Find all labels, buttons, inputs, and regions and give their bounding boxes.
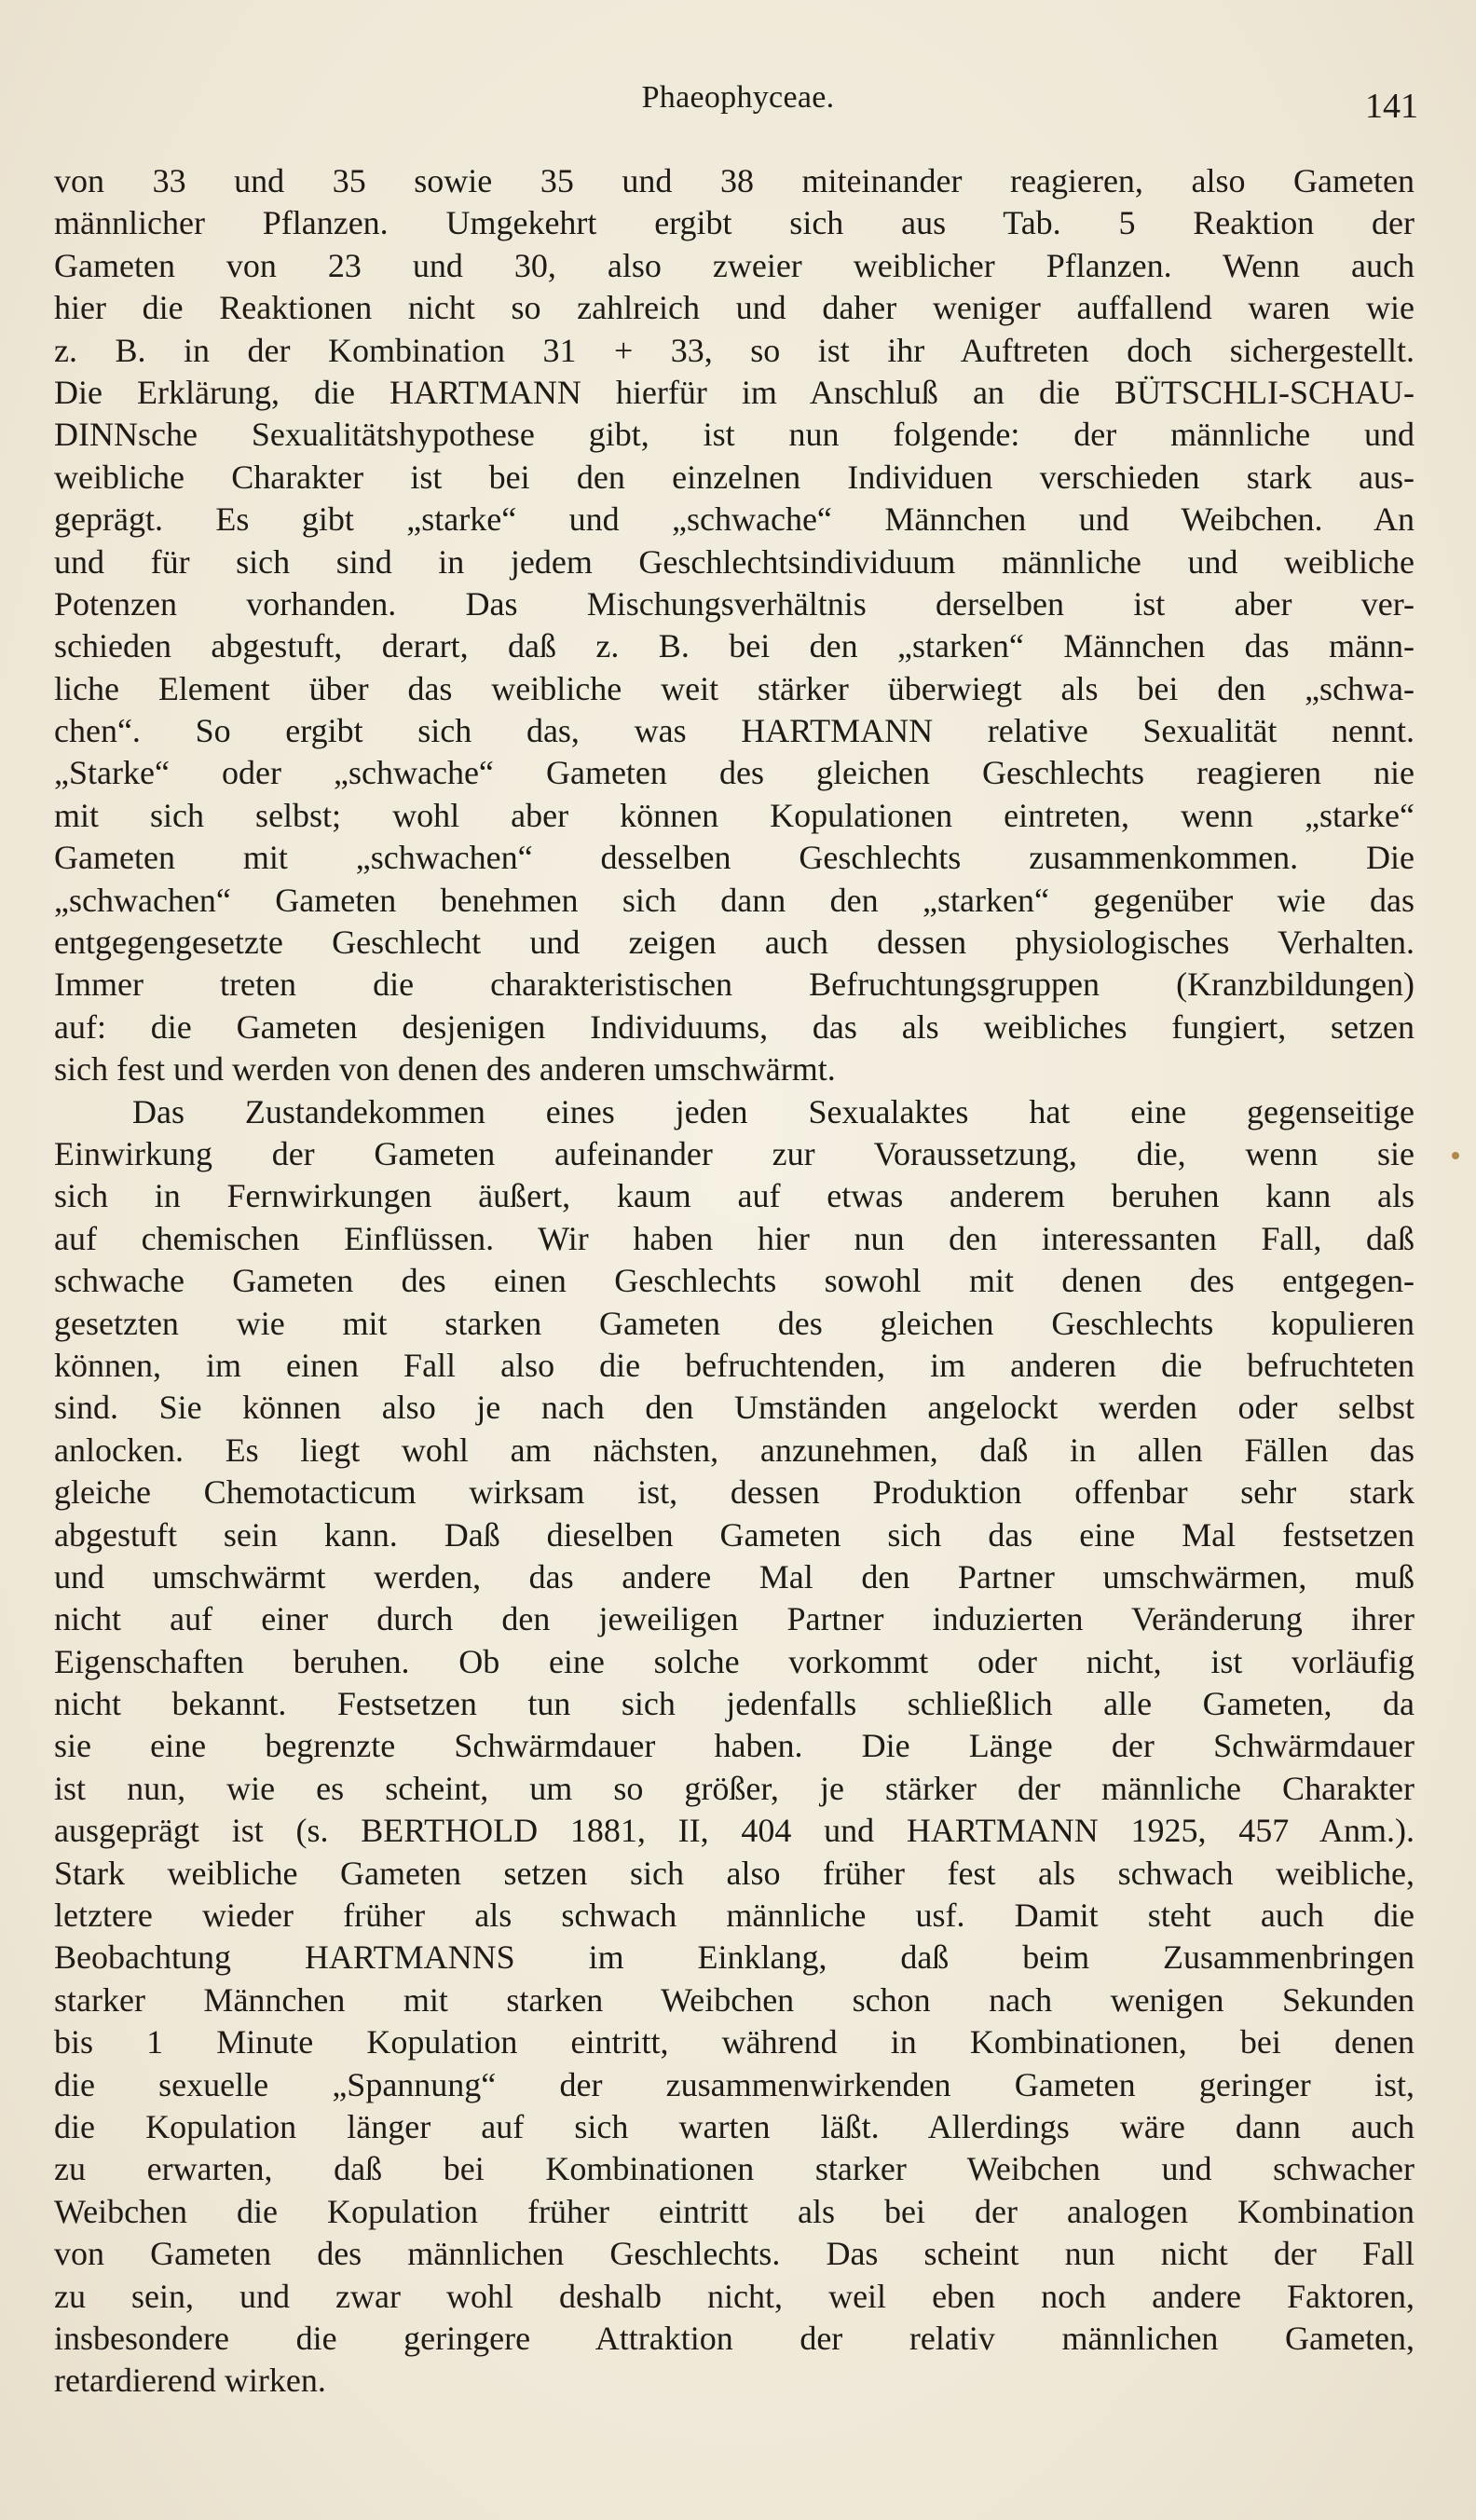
text-line: Einwirkung der Gameten aufeinander zur Voraussetzung, die, wenn sie <box>54 1134 1414 1172</box>
text-line: hier die Reaktionen nicht so zahlreich und daher weniger auffallend waren wie <box>54 289 1414 327</box>
text-line: schwache Gameten des einen Geschlechts sowohl mit denen des entgegen- <box>54 1262 1414 1300</box>
text-line: bis 1 Minute Kopulation eintritt, während in Kombinationen, bei denen <box>54 2023 1414 2061</box>
text-line: insbesondere die geringere Attraktion der relativ männlichen Gameten, <box>54 2319 1414 2357</box>
paragraph-end-line: sich fest und werden von denen des anderen umschwärmt. <box>54 1050 836 1089</box>
text-line: weibliche Charakter ist bei den einzelnen Individuen verschieden stark aus- <box>54 458 1414 496</box>
text-line: nicht bekannt. Festsetzen tun sich jedenfalls schließlich alle Gameten, da <box>54 1685 1414 1723</box>
text-line: gleiche Chemotacticum wirksam ist, dessen Produktion offenbar sehr stark <box>54 1473 1414 1512</box>
paragraph-start-line: Das Zustandekommen eines jeden Sexualaktes hat eine gegenseitige <box>132 1092 1414 1130</box>
body-text <box>54 160 1414 2403</box>
text-line: liche Element über das weibliche weit stärker überwiegt als bei den „schwa- <box>54 669 1414 707</box>
text-line: gesetzten wie mit starken Gameten des gleichen Geschlechts kopulieren <box>54 1304 1414 1342</box>
running-title: Phaeophyceae. <box>641 80 835 115</box>
text-line: die sexuelle „Spannung“ der zusammenwirkenden Gameten geringer ist, <box>54 2065 1414 2103</box>
text-line: starker Männchen mit starken Weibchen schon nach wenigen Sekunden <box>54 1980 1414 2019</box>
text-line: geprägt. Es gibt „starke“ und „schwache“ Männchen und Weibchen. An <box>54 500 1414 539</box>
text-line: Die Erklärung, die HARTMANN hierfür im Anschluß an die BÜTSCHLI-SCHAU- <box>54 373 1414 411</box>
text-line: und für sich sind in jedem Geschlechtsindividuum männliche und weibliche <box>54 542 1414 581</box>
text-line: von Gameten des männlichen Geschlechts. Das scheint nun nicht der Fall <box>54 2235 1414 2273</box>
text-line: Beobachtung HARTMANNS im Einklang, daß beim Zusammenbringen <box>54 1938 1414 1977</box>
text-line: Eigenschaften beruhen. Ob eine solche vorkommt oder nicht, ist vorläufig <box>54 1642 1414 1680</box>
text-line: Potenzen vorhanden. Das Mischungsverhältnis derselben ist aber ver- <box>54 584 1414 623</box>
text-line: anlocken. Es liegt wohl am nächsten, anzunehmen, daß in allen Fällen das <box>54 1431 1414 1469</box>
margin-mark <box>1452 1152 1459 1159</box>
text-line: zu erwarten, daß bei Kombinationen starker Weibchen und schwacher <box>54 2150 1414 2188</box>
text-line: sind. Sie können also je nach den Umständen angelockt werden oder selbst <box>54 1389 1414 1427</box>
text-line: „schwachen“ Gameten benehmen sich dann den „starken“ gegenüber wie das <box>54 881 1414 919</box>
text-line: auf chemischen Einflüssen. Wir haben hier nun den interessanten Fall, daß <box>54 1219 1414 1257</box>
text-line: männlicher Pflanzen. Umgekehrt ergibt sich aus Tab. 5 Reaktion der <box>54 204 1414 242</box>
text-line: auf: die Gameten desjenigen Individuums, das als weibliches fungiert, setzen <box>54 1007 1414 1046</box>
running-header <box>0 80 1476 127</box>
page-number: 141 <box>1365 87 1418 126</box>
text-line: Gameten mit „schwachen“ desselben Geschlechts zusammenkommen. Die <box>54 839 1414 877</box>
text-line: sie eine begrenzte Schwärmdauer haben. Die Länge der Schwärmdauer <box>54 1727 1414 1765</box>
text-line: DINNsche Sexualitätshypothese gibt, ist nun folgende: der männliche und <box>54 416 1414 454</box>
text-line: können, im einen Fall also die befruchtenden, im anderen die befruchteten <box>54 1346 1414 1384</box>
text-line: entgegengesetzte Geschlecht und zeigen auch dessen physiologisches Verhalten. <box>54 924 1414 962</box>
text-line: letztere wieder früher als schwach männliche usf. Damit steht auch die <box>54 1897 1414 1935</box>
text-line: und umschwärmt werden, das andere Mal den Partner umschwärmen, muß <box>54 1557 1414 1596</box>
text-line: z. B. in der Kombination 31 + 33, so ist ihr Auftreten doch sichergestellt. <box>54 331 1414 369</box>
text-line: ist nun, wie es scheint, um so größer, je stärker der männliche Charakter <box>54 1769 1414 1807</box>
text-line: von 33 und 35 sowie 35 und 38 miteinander reagieren, also Gameten <box>54 162 1414 199</box>
paragraph-end-line: retardierend wirken. <box>54 2362 326 2400</box>
text-line: schieden abgestuft, derart, daß z. B. bei den „starken“ Männchen das männ- <box>54 627 1414 665</box>
text-line: „Starke“ oder „schwache“ Gameten des gleichen Geschlechts reagieren nie <box>54 754 1414 792</box>
text-line: sich in Fernwirkungen äußert, kaum auf etwas anderem beruhen kann als <box>54 1177 1414 1215</box>
text-line: ausgeprägt ist (s. BERTHOLD 1881, II, 404 und HARTMANN 1925, 457 Anm.). <box>54 1812 1414 1850</box>
text-line: Gameten von 23 und 30, also zweier weiblicher Pflanzen. Wenn auch <box>54 246 1414 284</box>
text-line: Weibchen die Kopulation früher eintritt als bei der analogen Kombination <box>54 2192 1414 2230</box>
text-line: die Kopulation länger auf sich warten läßt. Allerdings wäre dann auch <box>54 2107 1414 2145</box>
text-line: mit sich selbst; wohl aber können Kopulationen eintreten, wenn „starke“ <box>54 796 1414 834</box>
text-line: nicht auf einer durch den jeweiligen Partner induzierten Veränderung ihrer <box>54 1600 1414 1638</box>
text-line: zu sein, und zwar wohl deshalb nicht, weil eben noch andere Faktoren, <box>54 2277 1414 2315</box>
text-line: Stark weibliche Gameten setzen sich also früher fest als schwach weibliche, <box>54 1854 1414 1892</box>
text-line: chen“. So ergibt sich das, was HARTMANN relative Sexualität nennt. <box>54 712 1414 750</box>
text-line: abgestuft sein kann. Daß dieselben Gameten sich das eine Mal festsetzen <box>54 1515 1414 1554</box>
text-line: Immer treten die charakteristischen Befruchtungsgruppen (Kranzbildungen) <box>54 966 1414 1004</box>
